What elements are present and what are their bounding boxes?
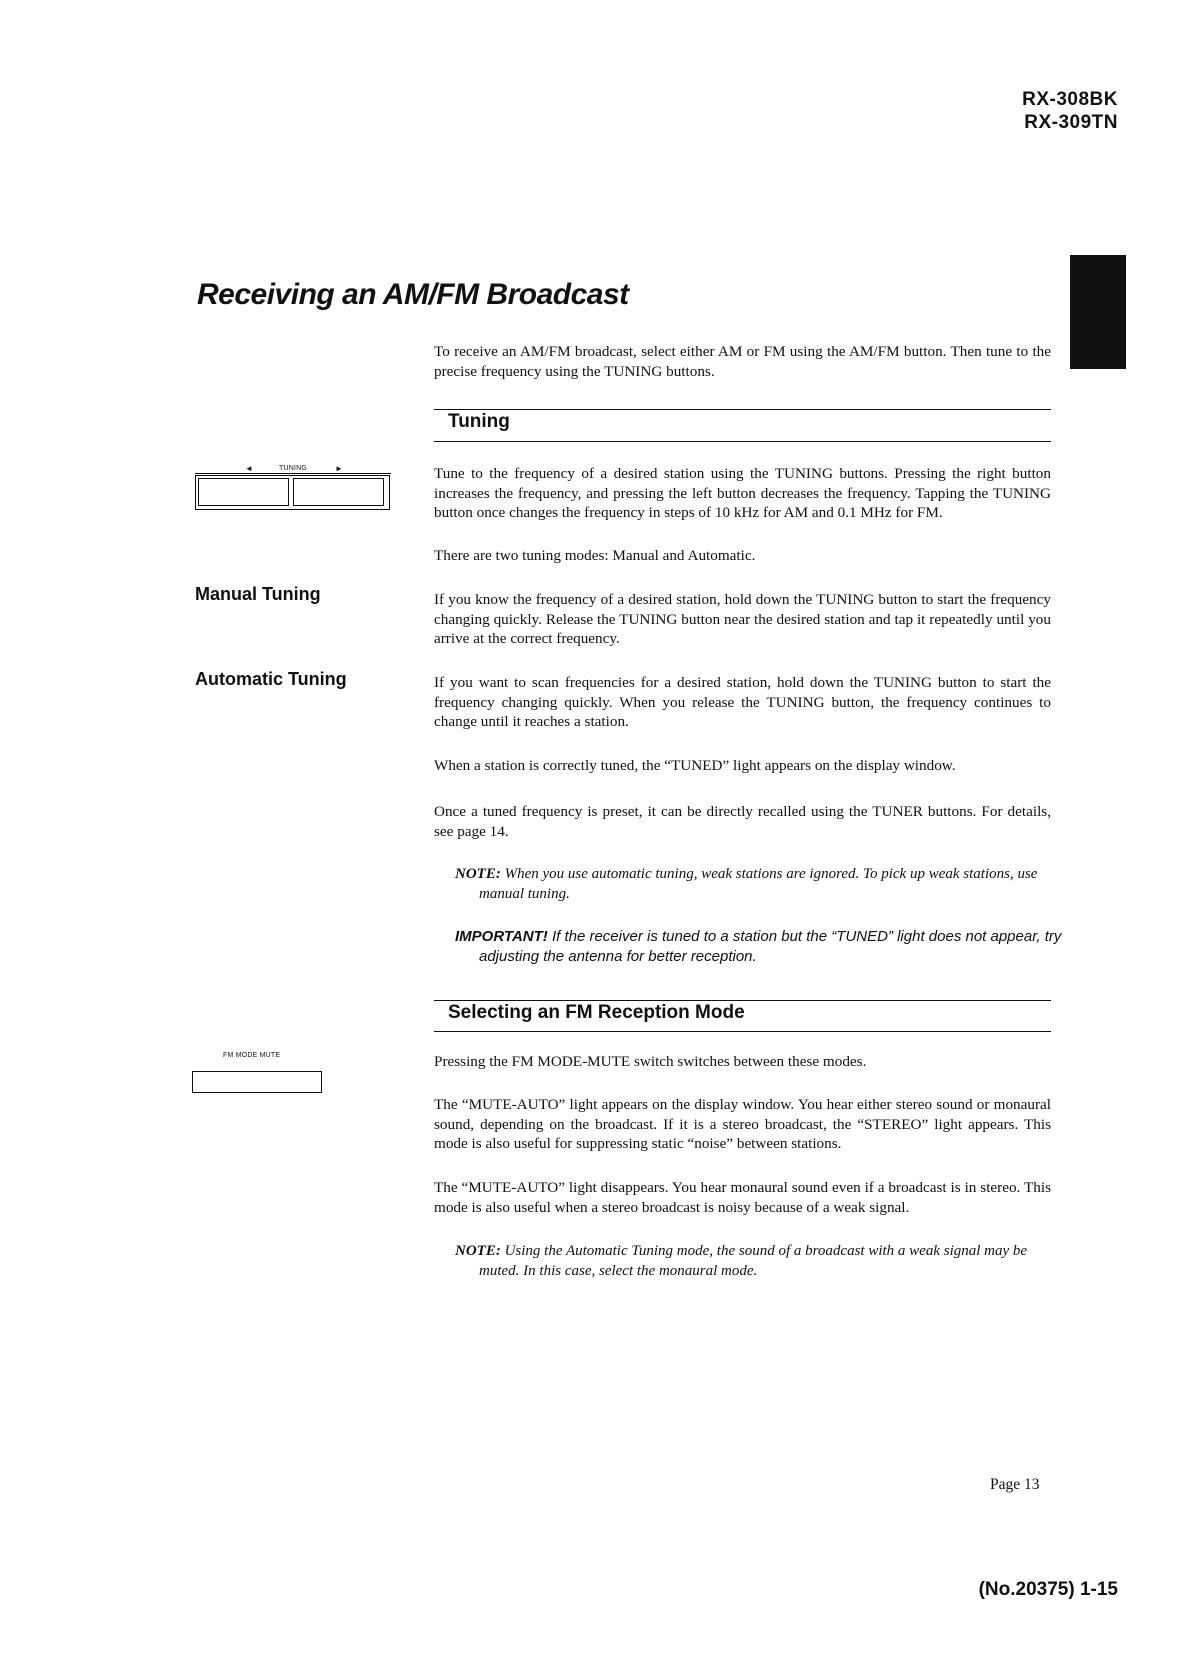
fm-paragraph-1: Pressing the FM MODE-MUTE switch switches between these modes. (434, 1053, 867, 1070)
right-arrow-icon: ► (335, 464, 344, 473)
important-note (455, 927, 1069, 967)
page-number: Page 13 (990, 1476, 1040, 1493)
page-title: Receiving an AM/FM Broadcast (197, 278, 629, 311)
automatic-tuning-label: Automatic Tuning (195, 669, 347, 689)
intro-paragraph: To receive an AM/FM broadcast, select either AM or FM using the AM/FM button. Then tune to the precise frequency using the TUNING buttons. (434, 343, 1051, 380)
note-text: When you use automatic tuning, weak stations are ignored. To pick up weak stations, use manual tuning. (479, 866, 1038, 902)
section-heading-tuning: Tuning (448, 411, 510, 432)
tuning-caption: TUNING (279, 465, 308, 472)
section-rule-bottom (434, 441, 1051, 442)
tuning-paragraph-1: Tune to the frequency of a desired station using the TUNING buttons. Pressing the right button increases the frequency, and pressing the left button decreases the frequency. Tapping the TUNING button once changes the frequency in steps of 10 kHz for AM and 0.1 MHz for FM. (434, 465, 1051, 521)
fm-mode-mute-diagram (192, 1052, 322, 1097)
section-heading-fm-mode: Selecting an FM Reception Mode (448, 1002, 745, 1023)
tuning-top-line (195, 473, 391, 474)
fm-paragraph-2: The “MUTE-AUTO” light appears on the display window. You hear either stereo sound or monaural sound, depending on the broadcast. If it is a stereo broadcast, the “STEREO” light appears. This mode is also useful for suppressing static “noise” between stations. (434, 1096, 1051, 1152)
section-thumb-tab (1070, 255, 1126, 369)
left-arrow-icon: ◄ (245, 464, 254, 473)
tuning-left-button (198, 478, 289, 506)
section-rule-top (434, 409, 1051, 410)
fm-paragraph-3: The “MUTE-AUTO” light disappears. You hear monaural sound even if a broadcast is in stereo. This mode is also useful when a stereo broadcast is noisy because of a weak signal. (434, 1179, 1051, 1216)
fm-note-label: NOTE: (455, 1243, 501, 1259)
tuning-button-frame (195, 475, 390, 510)
tuning-note (455, 865, 1069, 904)
document-number: (No.20375) 1-15 (978, 1579, 1118, 1600)
fm-section-rule-top (434, 1000, 1051, 1001)
model-number-2: RX-309TN (1024, 112, 1118, 133)
fm-section-rule-bottom (434, 1031, 1051, 1032)
tuning-buttons-diagram (195, 464, 391, 512)
model-number-1: RX-308BK (1022, 89, 1118, 110)
important-text: If the receiver is tuned to a station but the “TUNED” light does not appear, try adjusting the antenna for better reception. (479, 928, 1062, 965)
note-label: NOTE: (455, 866, 501, 882)
fm-note-text: Using the Automatic Tuning mode, the sound of a broadcast with a weak signal may be muted. In this case, select the monaural mode. (479, 1243, 1028, 1279)
tuned-light-paragraph: When a station is correctly tuned, the “TUNED” light appears on the display window. (434, 757, 956, 774)
tuning-right-button (293, 478, 384, 506)
fm-mode-mute-switch (192, 1071, 322, 1093)
automatic-tuning-text: If you want to scan frequencies for a desired station, hold down the TUNING button to start the frequency changing quickly. When you release the TUNING button, the frequency continues to change until it reaches a station. (434, 674, 1051, 730)
fm-mode-mute-caption: FM MODE MUTE (223, 1052, 281, 1059)
manual-tuning-label: Manual Tuning (195, 584, 321, 604)
preset-paragraph: Once a tuned frequency is preset, it can be directly recalled using the TUNER buttons. For details, see page 14. (434, 803, 1051, 840)
tuning-paragraph-2: There are two tuning modes: Manual and Automatic. (434, 547, 756, 564)
important-label: IMPORTANT! (455, 928, 548, 945)
fm-note (455, 1242, 1069, 1281)
manual-tuning-text: If you know the frequency of a desired station, hold down the TUNING button to start the frequency changing quickly. Release the TUNING button near the desired station and tap it repeatedly until you arrive at the correct frequency. (434, 591, 1051, 647)
